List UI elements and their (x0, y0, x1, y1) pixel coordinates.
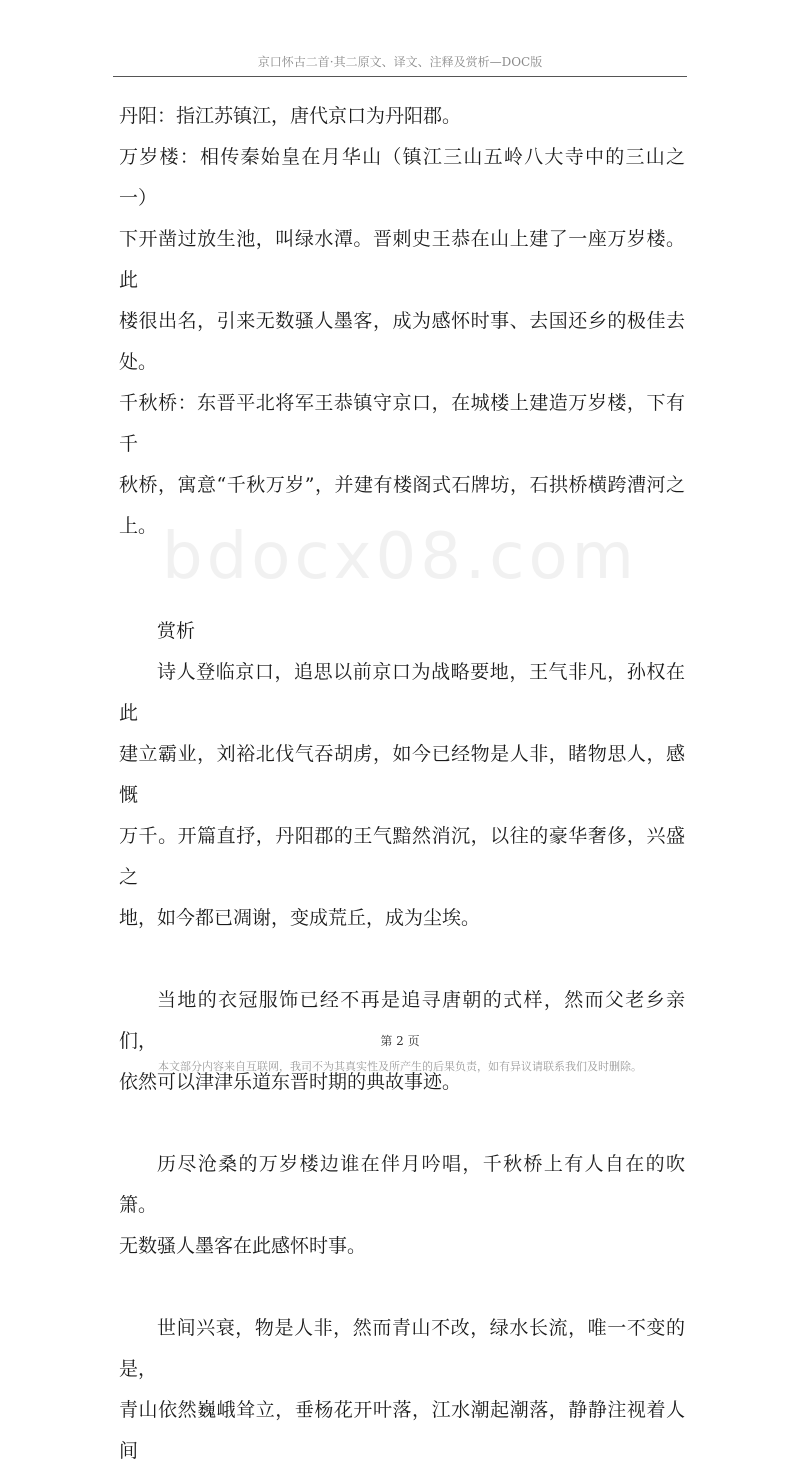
note-danyang: 丹阳：指江苏镇江，唐代京口为丹阳郡。 (119, 105, 462, 127)
spacer (119, 547, 685, 611)
footer-disclaimer: 本文部分内容来自互联网，我司不为其真实性及所产生的后果负责，如有异议请联系我们及时删除。 (158, 1060, 642, 1073)
page-number: 第 2 页 (380, 1034, 420, 1048)
spacer (119, 1267, 685, 1308)
spacer (119, 1103, 685, 1144)
page-header (113, 48, 687, 77)
note-wansuilou: 万岁楼：相传秦始皇在月华山（镇江三山五岭八大寺中的三山之一） 下开凿过放生池，叫绿水潭。晋刺史王恭在山上建了一座万岁楼。此 楼很出名，引来无数骚人墨客，成为感怀时事、去国还乡的极佳去处。 (119, 146, 685, 373)
header-title: 京口怀古二首·其二原文、译文、注释及赏析—DOC版 (257, 55, 543, 69)
spacer (119, 939, 685, 980)
document-body (119, 96, 685, 1472)
watermark: bdocx08.com (162, 520, 638, 594)
analysis-paragraph-4: 世间兴衰，物是人非，然而青山不改，绿水长流，唯一不变的是， 青山依然巍峨耸立，垂杨花开叶落，江水潮起潮落，静静注视着人间 (119, 1317, 685, 1462)
analysis-paragraph-1: 诗人登临京口，追思以前京口为战略要地，王气非凡，孙权在此 建立霸业，刘裕北伐气吞胡虏，如今已经物是人非，睹物思人，感慨 万千。开篇直抒，丹阳郡的王气黯然消沉，以往的豪华奢侈，兴盛之 地，如今都已凋谢，变成荒丘，成为尘埃。 (119, 661, 685, 929)
section-heading: 赏析 (157, 620, 196, 642)
analysis-paragraph-2: 当地的衣冠服饰已经不再是追寻唐朝的式样，然而父老乡亲们， 依然可以津津乐道东晋时期的典故事迹。 (119, 989, 685, 1093)
note-qianqiuqiao: 千秋桥：东晋平北将军王恭镇守京口，在城楼上建造万岁楼，下有千 秋桥，寓意“千秋万岁”，并建有楼阁式石牌坊，石拱桥横跨漕河之上。 (119, 392, 685, 537)
analysis-paragraph-3: 历尽沧桑的万岁楼边谁在伴月吟唱，千秋桥上有人自在的吹箫。 无数骚人墨客在此感怀时事。 (119, 1153, 685, 1257)
